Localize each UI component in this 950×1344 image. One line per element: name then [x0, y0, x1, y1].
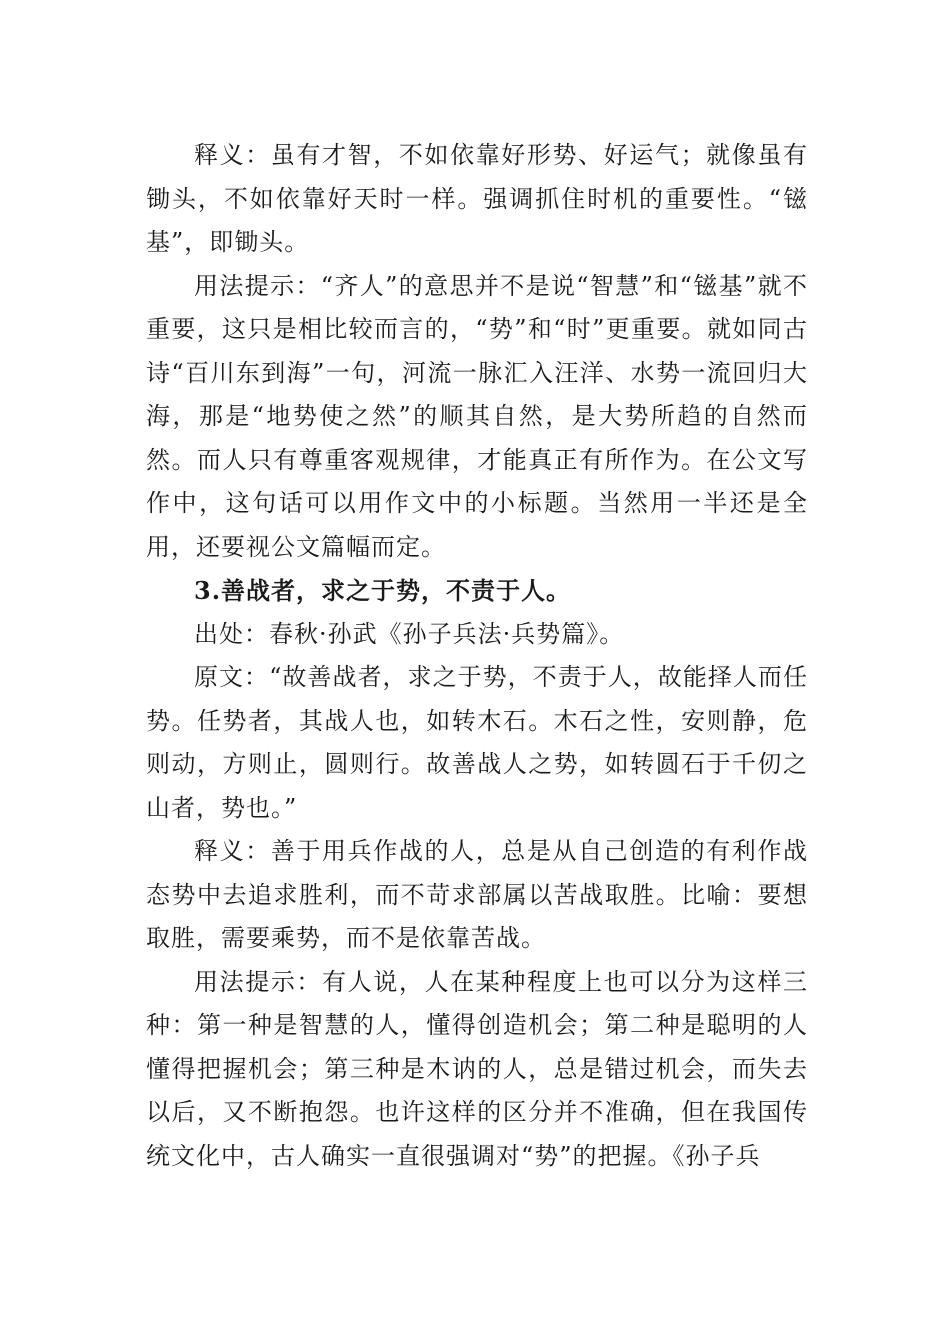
- paragraph-interpretation-2: 释义：善于用兵作战的人，总是从自己创造的有利作战态势中去追求胜利，而不苛求部属以苦战取胜。比喻：要想取胜，需要乘势，而不是依靠苦战。: [146, 837, 808, 952]
- section-heading-3: 3.善战者，求之于势，不责于人。: [194, 576, 572, 605]
- document-body: [146, 134, 808, 1178]
- paragraph-usage-tip-1: 用法提示：“齐人”的意思并不是说“智慧”和“镃基”就不重要，这只是相比较而言的，“势”和“时”更重要。就如同古诗“百川东到海”一句，河流一脉汇入汪洋、水势一流回归大海，那是“地势使之然”的顺其自然，是大势所趋的自然而然。而人只有尊重客观规律，才能真正有所作为。在公文写作中，这句话可以用作文中的小标题。当然用一半还是全用，还要视公文篇幅而定。: [146, 271, 808, 561]
- paragraph-usage-tip-2: 用法提示：有人说，人在某种程度上也可以分为这样三种：第一种是智慧的人，懂得创造机会；第二种是聪明的人懂得把握机会；第三种是木讷的人，总是错过机会，而失去以后，又不断抱怨。也许这样的区分并不准确，但在我国传统文化中，古人确实一直很强调对“势”的把握。《孙子兵: [146, 967, 808, 1170]
- paragraph-source: 出处：春秋·孙武《孙子兵法·兵势篇》。: [194, 619, 625, 648]
- paragraph-original-text: 原文：“故善战者，求之于势，不责于人，故能择人而任势。任势者，其战人也，如转木石。木石之性，安则静，危则动，方则止，圆则行。故善战人之势，如转圆石于千仞之山者，势也。”: [146, 663, 808, 822]
- paragraph-interpretation-1: 释义：虽有才智，不如依靠好形势、好运气；就像虽有锄头，不如依靠好天时一样。强调抓住时机的重要性。“镃基”，即锄头。: [146, 141, 808, 256]
